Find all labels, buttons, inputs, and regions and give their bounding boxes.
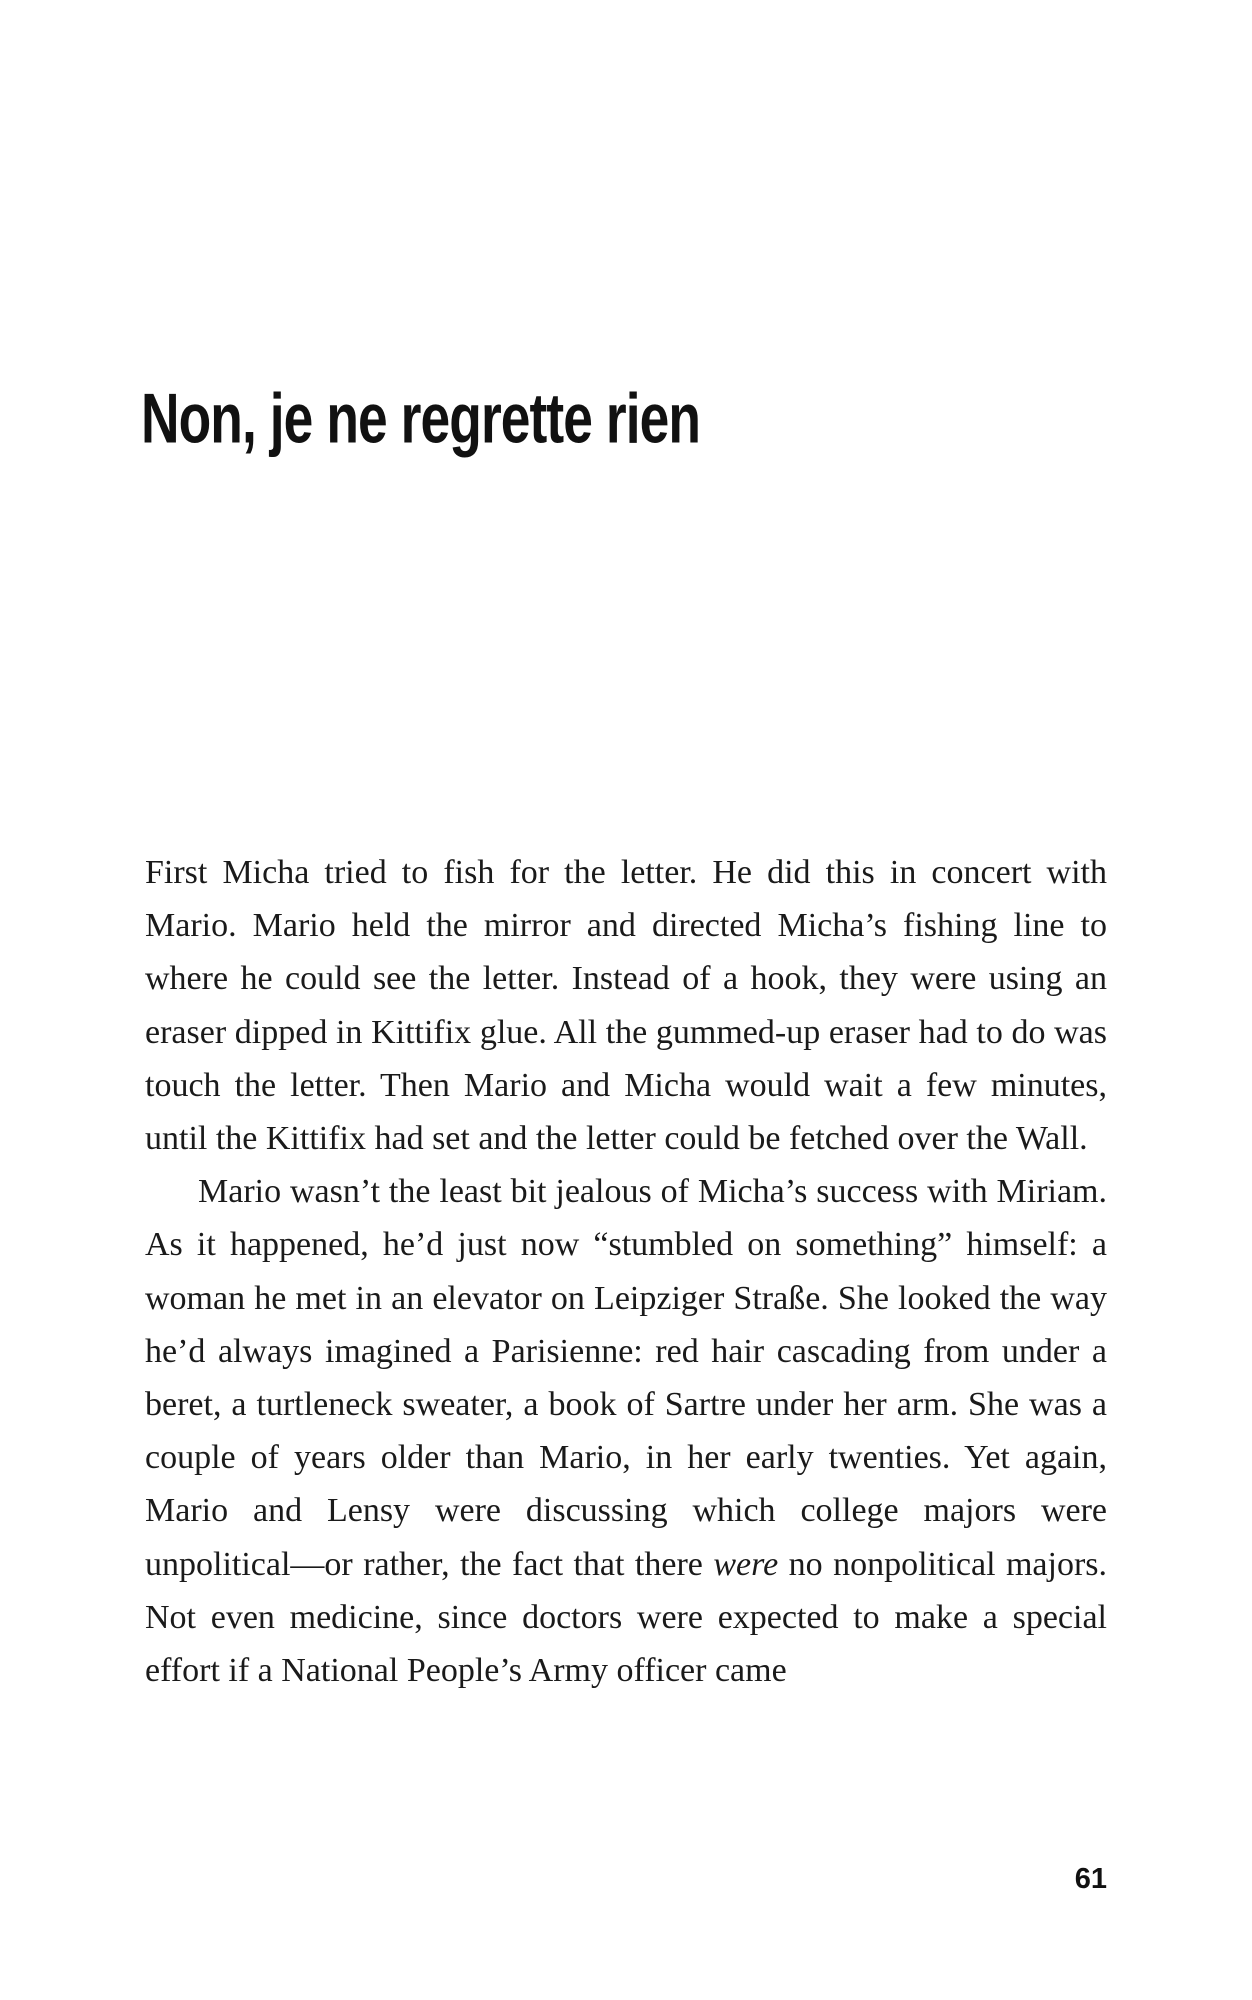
body-text <box>145 846 1107 1697</box>
emphasized-word: were <box>713 1545 779 1583</box>
paragraph <box>145 1165 1107 1697</box>
chapter-title: Non, je ne regrette rien <box>141 379 701 459</box>
page-number: 61 <box>1074 1863 1107 1895</box>
paragraph-text: Mario wasn’t the least bit jealous of Micha’s success with Miriam. As it happened, he’d just now “stumbled on something” himself: a woman he met in an elevator on Leipziger Straße. She looked the way he’d always imagined a Parisienne: red hair cascading from under a beret, a turtleneck sweater, a book of Sartre under her arm. She was a couple of years older than Mario, in her early twenties. Yet again, Mario and Lensy were discussing which college majors were unpolitical—or rather, the fact that there <box>145 1173 1107 1583</box>
paragraph-text: no nonpolitical majors. Not even medicine, since doctors were expected to make a special effort if a National People’s Army officer came <box>145 1545 1108 1690</box>
paragraph: First Micha tried to fish for the letter. He did this in concert with Mario. Mario held the mirror and directed Micha’s fishing line to where he could see the letter. Instead of a hook, they were using an eraser dipped in Kittifix glue. All the gummed-up eraser had to do was touch the letter. Then Mario and Micha would wait a few minutes, until the Kittifix had set and the letter could be fetched over the Wall. <box>145 854 1107 1158</box>
